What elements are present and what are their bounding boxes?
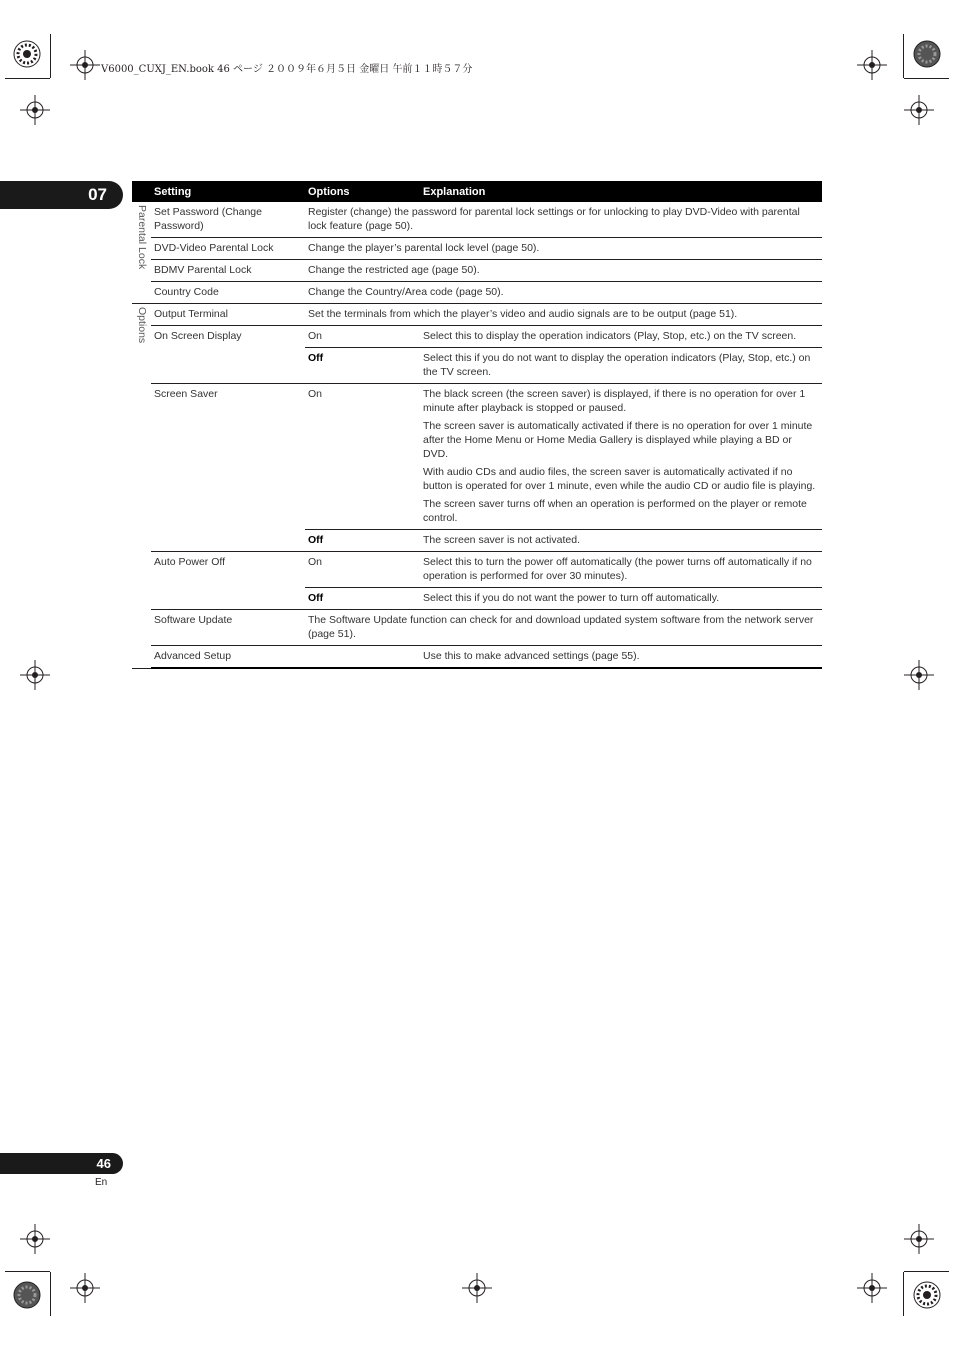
option-cell-default: Off [305, 588, 420, 610]
crosshair-icon [904, 660, 934, 690]
explanation-cell: Change the player’s parental lock level (page 50). [305, 238, 822, 260]
option-cell-default: Off [305, 530, 420, 552]
page-language: En [95, 1177, 108, 1188]
group-options [132, 304, 151, 669]
table-row [132, 304, 822, 326]
header-options: Options [305, 181, 420, 202]
registration-rosette-icon [913, 40, 941, 68]
chapter-tab [0, 181, 123, 209]
setting-cell: DVD-Video Parental Lock [151, 238, 305, 260]
explanation-cell: Change the restricted age (page 50). [305, 260, 822, 282]
group-parental-lock [132, 202, 151, 304]
crop-mark [904, 1271, 949, 1272]
explanation-paragraph: With audio CDs and audio files, the screen saver is automatically activated if no button is operated for over 1 minute, even while the audio CD or audio file is playing. [423, 466, 816, 492]
registration-rosette-icon [913, 1281, 941, 1309]
crosshair-icon [20, 95, 50, 125]
explanation-cell: Select this if you do not want to display the operation indicators (Play, Stop, etc.) on the TV screen. [420, 348, 822, 384]
table-row [132, 282, 822, 304]
setting-cell: On Screen Display [151, 326, 305, 384]
setting-cell: BDMV Parental Lock [151, 260, 305, 282]
setting-cell: Output Terminal [151, 304, 305, 326]
table-header-row [132, 181, 822, 202]
page-number-tab [0, 1153, 123, 1174]
table-row [132, 326, 822, 348]
settings-table [132, 181, 822, 669]
crop-mark [5, 78, 50, 79]
chapter-number: 07 [88, 185, 107, 204]
table-row [132, 646, 822, 669]
explanation-cell [420, 384, 822, 530]
table-row [132, 384, 822, 530]
crosshair-icon [462, 1273, 492, 1303]
explanation-cell: The Software Update function can check for and download updated system software from the network server (page 51). [305, 610, 822, 646]
explanation-paragraph: The black screen (the screen saver) is displayed, if there is no operation for over 1 minute after playback is stopped or paused. [423, 388, 806, 414]
explanation-cell: Select this if you do not want the power to turn off automatically. [420, 588, 822, 610]
explanation-cell: The screen saver is not activated. [420, 530, 822, 552]
setting-cell: Country Code [151, 282, 305, 304]
crosshair-icon [70, 50, 100, 80]
setting-cell: Advanced Setup [151, 646, 420, 669]
setting-cell: Software Update [151, 610, 305, 646]
option-cell: On [305, 552, 420, 588]
crop-mark [904, 78, 949, 79]
crop-mark [903, 1272, 904, 1316]
crosshair-icon [20, 660, 50, 690]
explanation-cell: Set the terminals from which the player’s video and audio signals are to be output (page 51). [305, 304, 822, 326]
registration-rosette-icon [13, 40, 41, 68]
table-row [132, 238, 822, 260]
table-row [132, 260, 822, 282]
explanation-cell: Use this to make advanced settings (page 55). [420, 646, 822, 669]
option-cell: On [305, 384, 420, 530]
crop-mark [5, 1271, 50, 1272]
crop-mark [50, 34, 51, 78]
option-cell-default: Off [305, 348, 420, 384]
explanation-cell: Register (change) the password for parental lock settings or for unlocking to play DVD-Video with parental lock feature (page 50). [305, 202, 822, 238]
crop-mark [903, 34, 904, 78]
group-label: Parental Lock [136, 205, 148, 270]
crosshair-icon [857, 50, 887, 80]
crosshair-icon [857, 1273, 887, 1303]
book-header-info: V6000_CUXJ_EN.book 46 ページ ２００９年６月５日 金曜日 午前１１時５７分 [101, 64, 473, 75]
explanation-cell: Select this to display the operation indicators (Play, Stop, etc.) on the TV screen. [420, 326, 822, 348]
page-number: 46 [96, 1156, 111, 1171]
group-label: Options [136, 307, 148, 344]
setting-cell: Auto Power Off [151, 552, 305, 610]
table-row [132, 202, 822, 238]
table-row [132, 552, 822, 588]
crosshair-icon [70, 1273, 100, 1303]
crosshair-icon [904, 95, 934, 125]
crop-mark [50, 1272, 51, 1316]
table-row [132, 610, 822, 646]
option-cell: On [305, 326, 420, 348]
explanation-cell: Select this to turn the power off automatically (the power turns off automatically if no operation is performed for over 30 minutes). [420, 552, 822, 588]
crosshair-icon [904, 1224, 934, 1254]
header-explanation: Explanation [420, 181, 822, 202]
explanation-paragraph: The screen saver is automatically activated if there is no operation for over 1 minute after the Home Menu or Home Media Gallery is displayed while playing a BD or DVD. [423, 420, 813, 460]
explanation-cell: Change the Country/Area code (page 50). [305, 282, 822, 304]
registration-rosette-icon [13, 1281, 41, 1309]
header-setting: Setting [132, 181, 305, 202]
setting-cell: Screen Saver [151, 384, 305, 552]
crosshair-icon [20, 1224, 50, 1254]
setting-cell: Set Password (Change Password) [151, 202, 305, 238]
explanation-paragraph: The screen saver turns off when an operation is performed on the player or remote control. [423, 498, 807, 524]
